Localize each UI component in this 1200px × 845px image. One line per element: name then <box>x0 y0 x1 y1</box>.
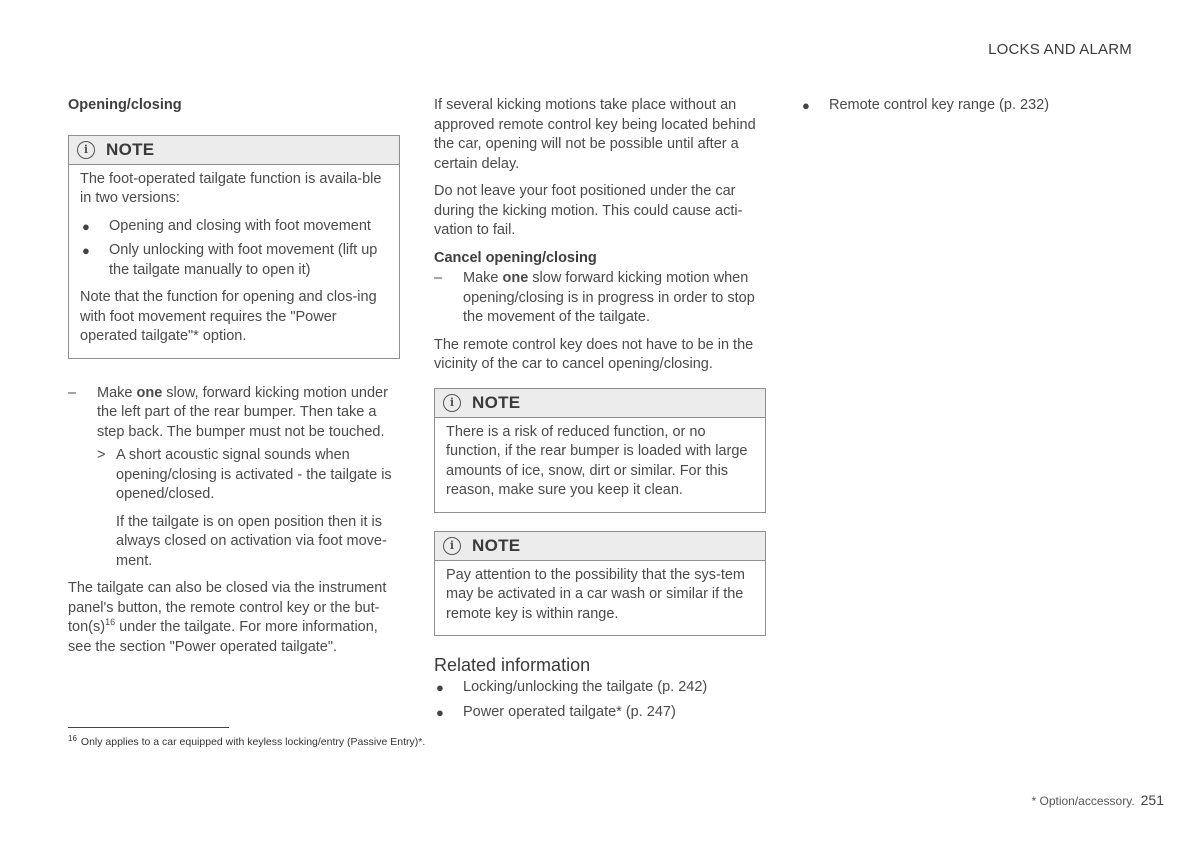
note-title: NOTE <box>472 392 521 412</box>
paragraph: The remote control key does not have to be in the vicinity of the car to cancel opening/closing. <box>434 336 754 372</box>
related-link[interactable] <box>434 678 766 698</box>
page-number: 251 <box>1140 792 1164 808</box>
note-body <box>435 561 765 636</box>
list-item-text: Opening and closing with foot movement <box>109 217 371 234</box>
info-icon: i <box>77 141 95 159</box>
paragraph: Do not leave your foot positioned under the car during the kicking motion. This could cause acti-vation to fail. <box>434 183 743 238</box>
note-bullet-list <box>80 217 389 281</box>
result-arrow-icon: > <box>97 447 106 463</box>
note-text: Pay attention to the possibility that the sys-tem may be activated in a car wash or similar if the remote key is within range. <box>446 566 746 622</box>
result-extra: If the tailgate is on open position then it is always closed on activation via foot move-ment. <box>116 513 387 569</box>
procedure-step <box>68 384 400 443</box>
step-text-pre: Make <box>463 270 503 286</box>
section-header: LOCKS AND ALARM <box>988 41 1132 58</box>
bullet-icon: ● <box>802 98 810 113</box>
step-text-post: slow forward kicking motion when opening/closing is in progress in order to stop the movement of the tailgate. <box>463 270 755 325</box>
note-box-versions <box>68 135 400 359</box>
note-box-bumper <box>434 388 766 513</box>
note-header <box>435 389 765 418</box>
footnote-ref: 16 <box>105 617 116 628</box>
bullet-icon: ● <box>436 704 444 720</box>
closing-paragraph <box>68 579 400 657</box>
note-box-carwash <box>434 531 766 637</box>
note-body <box>435 418 765 512</box>
procedure-step <box>434 269 766 328</box>
list-item-text: Only unlocking with foot movement (lift up the tailgate manually to open it) <box>109 242 378 278</box>
info-icon: i <box>443 394 461 412</box>
footnote-text: Only applies to a car equipped with keyless locking/entry (Passive Entry)*. <box>80 736 426 748</box>
dash-icon: – <box>68 384 77 401</box>
paragraph: If several kicking motions take place without an approved remote control key being located behind the car, opening will not be possible until after a certain delay. <box>434 97 756 172</box>
column-middle <box>434 96 766 730</box>
result-text: A short acoustic signal sounds when opening/closing is activated - the tailgate is opened/closed. <box>116 447 392 502</box>
footnote <box>68 733 425 753</box>
step-text-post: slow, forward kicking motion under the left part of the rear bumper. Then take a step back. The bumper must not be touched. <box>97 384 388 440</box>
related-list <box>434 678 766 722</box>
bullet-icon: ● <box>82 218 90 234</box>
note-text: There is a risk of reduced function, or no function, if the rear bumper is loaded with large amounts of ice, snow, dirt or similar. For this reason, make sure you keep it clean. <box>446 423 748 498</box>
option-note: * Option/accessory. <box>1031 794 1135 808</box>
related-link-text: Remote control key range (p. 232) <box>829 97 1050 113</box>
footnote-number: 16 <box>68 733 77 743</box>
paragraph-text: The tailgate can also be closed via the instrument panel's button, the remote control key or the but-ton(s) <box>68 580 387 635</box>
note-header <box>69 136 399 165</box>
step-text-pre: Make <box>97 384 137 401</box>
column-left <box>68 96 400 665</box>
list-item <box>80 217 389 237</box>
note-outro: Note that the function for opening and clos-ing with foot movement requires the "Power operated tailgate"* option. <box>80 289 377 344</box>
note-title: NOTE <box>106 139 155 159</box>
page-footer <box>1031 791 1164 812</box>
info-icon: i <box>443 537 461 555</box>
related-link[interactable] <box>800 96 1100 116</box>
note-body <box>69 165 399 358</box>
related-link[interactable] <box>434 703 766 723</box>
related-information-heading: Related information <box>434 655 591 675</box>
opening-closing-heading: Opening/closing <box>68 97 182 113</box>
cancel-heading: Cancel opening/closing <box>434 249 597 266</box>
footnote-divider <box>68 727 229 728</box>
list-item <box>80 241 389 280</box>
note-header <box>435 532 765 561</box>
related-link-text: Power operated tailgate* (p. 247) <box>463 703 676 720</box>
related-link-text: Locking/unlocking the tailgate (p. 242) <box>463 679 708 695</box>
related-list <box>800 96 1100 116</box>
step-text-bold: one <box>502 270 529 286</box>
note-intro: The foot-operated tailgate function is availa-ble in two versions: <box>80 170 382 206</box>
dash-icon: – <box>434 270 443 286</box>
step-text-bold: one <box>136 384 163 401</box>
step-result <box>68 446 400 505</box>
note-title: NOTE <box>472 535 521 555</box>
paragraph-text: under the tailgate. For more information, see the section "Power operated tailgate". <box>68 619 378 655</box>
column-right <box>800 96 1100 124</box>
bullet-icon: ● <box>82 243 90 258</box>
bullet-icon: ● <box>436 680 444 695</box>
